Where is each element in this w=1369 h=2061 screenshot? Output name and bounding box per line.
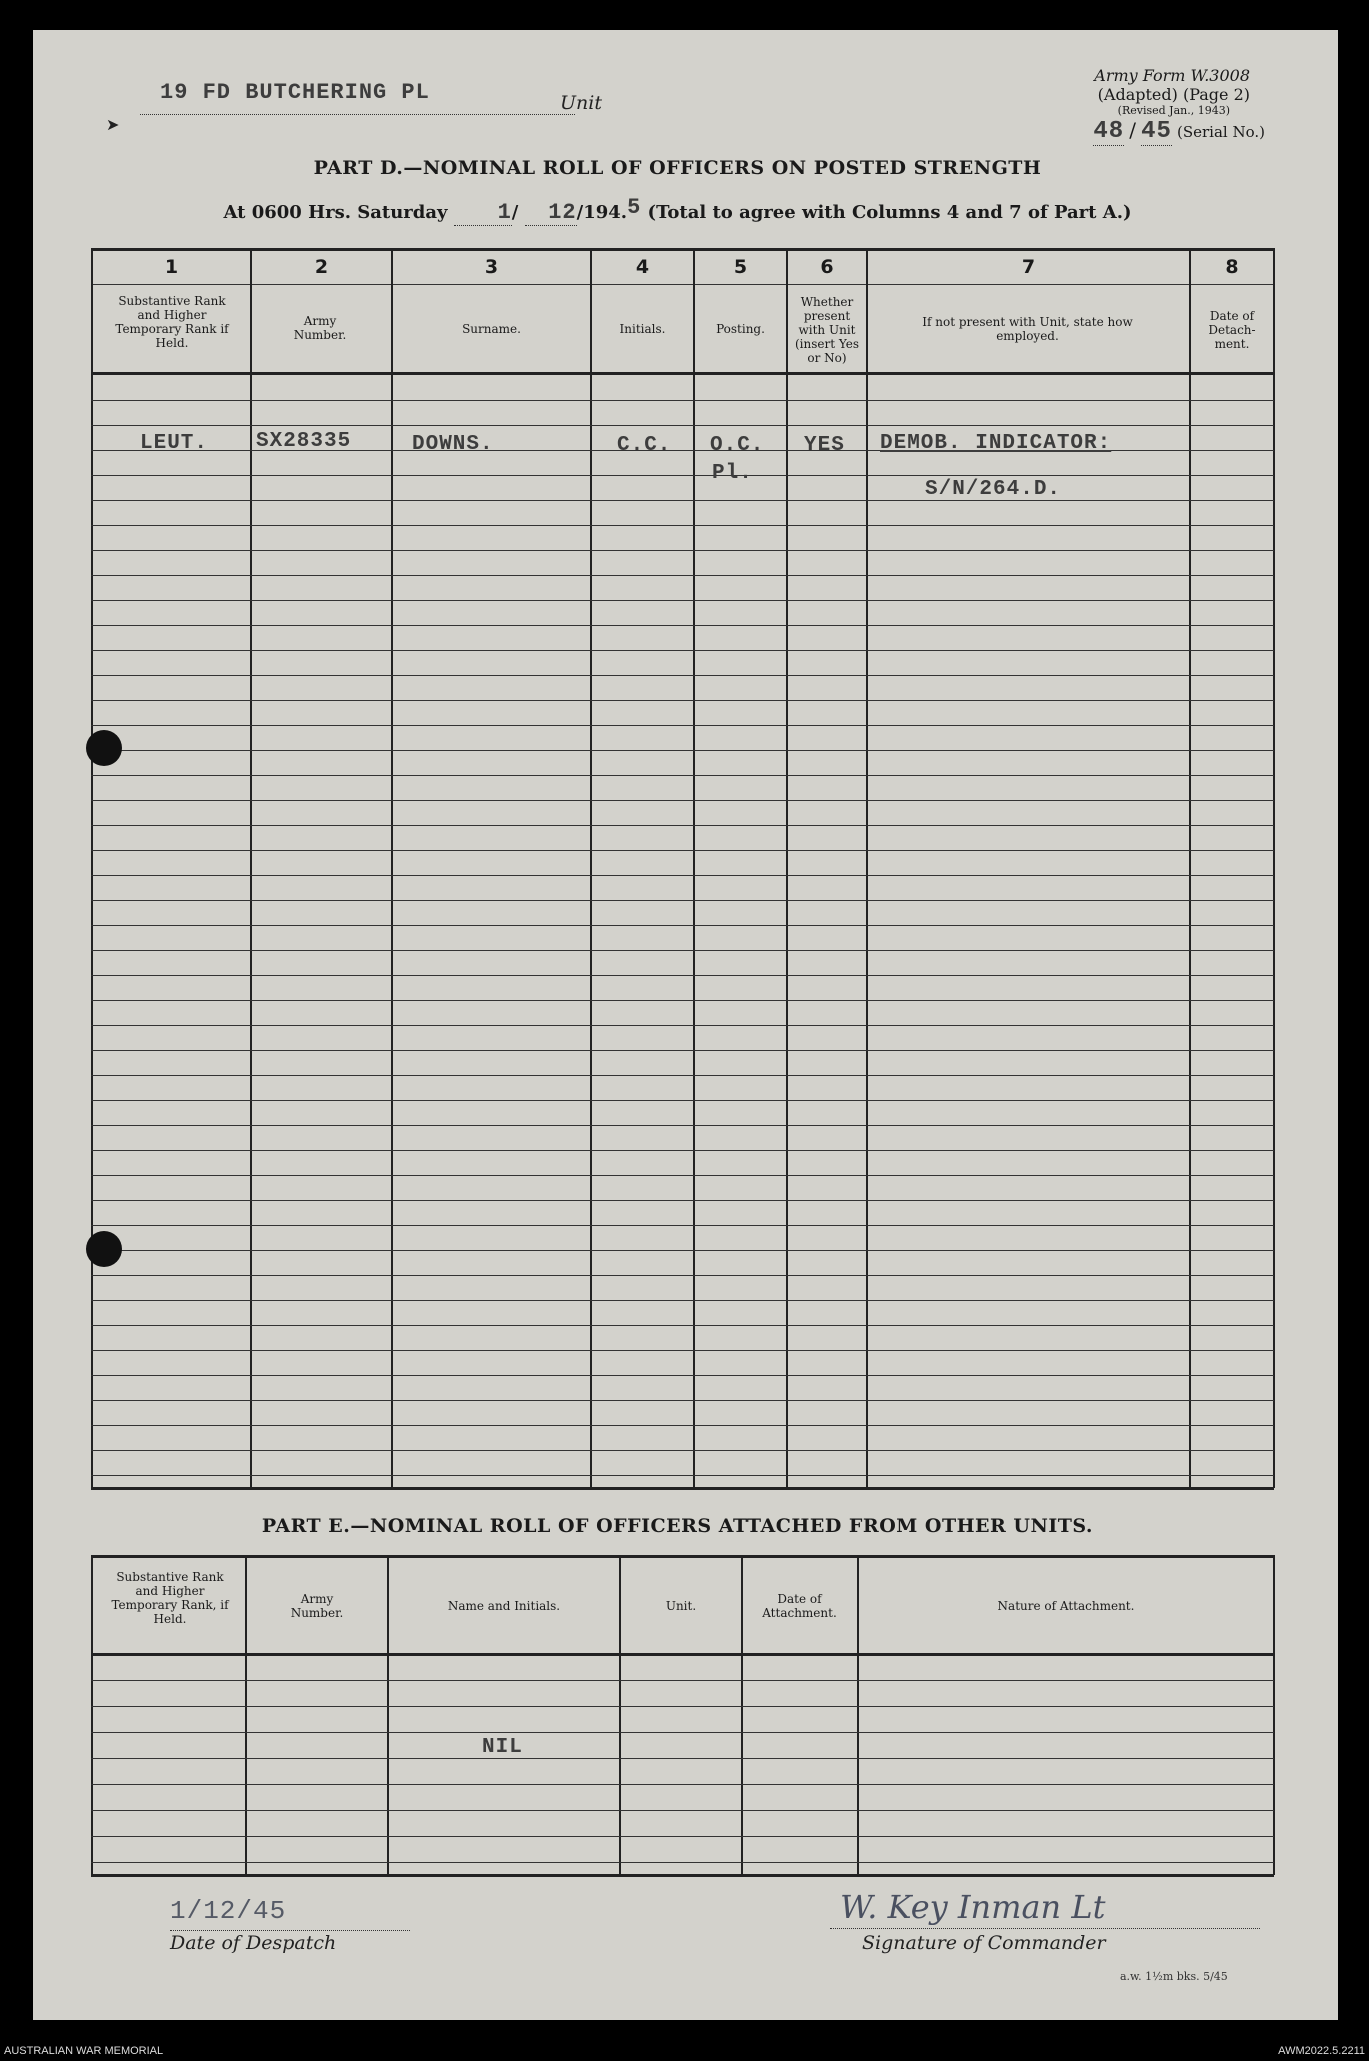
ruled-line	[91, 600, 1274, 601]
serial-number	[1040, 118, 1265, 145]
form-adapted: (Adapted) (Page 2)	[1097, 85, 1250, 104]
ruled-line	[91, 525, 1274, 526]
ruled-line	[91, 1325, 1274, 1326]
ruled-line	[91, 1200, 1274, 1201]
ruled-line	[91, 1175, 1274, 1176]
ruled-line	[91, 1680, 1274, 1681]
col-header-surname: Surname.	[462, 322, 521, 336]
col-header-posting: Posting.	[716, 322, 765, 336]
ruled-line	[91, 1300, 1274, 1301]
ruled-line	[91, 1075, 1274, 1076]
ruled-line	[91, 475, 1274, 476]
date-year-digit: 5	[627, 195, 642, 220]
ruled-line	[91, 1784, 1274, 1785]
date-suffix: (Total to agree with Columns 4 and 7 of Part A.)	[647, 202, 1132, 223]
ruled-line	[91, 650, 1274, 651]
margin-arrow-icon: ➤	[106, 115, 120, 134]
serial-label: (Serial No.)	[1177, 123, 1265, 141]
col-num-3: 3	[484, 256, 499, 278]
entry-army-number: SX28335	[256, 430, 352, 453]
ruled-line	[91, 1836, 1274, 1837]
punch-hole-top	[86, 730, 122, 766]
ruled-line	[91, 500, 1274, 501]
col-header-employed: If not present with Unit, state how employed.	[922, 315, 1133, 343]
ruled-line	[91, 950, 1274, 951]
ruled-line	[91, 1350, 1274, 1351]
entry-rank: LEUT.	[140, 432, 209, 455]
col-header-rank: Substantive Rank and Higher Temporary Rank if Held.	[115, 294, 229, 350]
date-year-prefix: /194.	[576, 202, 628, 223]
ruled-line	[91, 975, 1274, 976]
date-prefix: At 0600 Hrs. Saturday	[223, 202, 448, 223]
ruled-line	[91, 550, 1274, 551]
e-header-unit: Unit.	[665, 1599, 697, 1613]
form-reference	[1040, 66, 1250, 117]
ruled-line	[91, 750, 1274, 751]
ruled-line	[91, 875, 1274, 876]
ruled-line	[91, 625, 1274, 626]
punch-hole-bottom	[86, 1231, 122, 1267]
ruled-line	[91, 1475, 1274, 1476]
col-num-6: 6	[820, 256, 834, 278]
col-header-army-number: Army Number.	[293, 314, 347, 342]
unit-label: Unit	[560, 92, 602, 114]
ruled-line	[91, 1125, 1274, 1126]
e-header-name-initials: Name and Initials.	[447, 1599, 561, 1613]
ruled-line	[91, 850, 1274, 851]
ruled-line	[91, 1250, 1274, 1251]
entry-posting-line1: O.C.	[710, 434, 765, 457]
part-e-title: PART E.—NOMINAL ROLL OF OFFICERS ATTACHED FROM OTHER UNITS.	[261, 1515, 1094, 1537]
col-num-4: 4	[635, 256, 650, 278]
ruled-line	[91, 1732, 1274, 1733]
entry-present: YES	[804, 434, 845, 457]
ruled-line	[91, 1862, 1274, 1863]
ruled-line	[91, 1100, 1274, 1101]
commander-signature: W. Key Inman Lt	[830, 1888, 1260, 1929]
ruled-line	[91, 1275, 1274, 1276]
ruled-line	[91, 1000, 1274, 1001]
ruled-line	[91, 900, 1274, 901]
date-month: 12	[525, 200, 577, 226]
e-header-army-number: Army Number.	[290, 1592, 344, 1620]
ruled-line	[91, 1810, 1274, 1811]
ruled-line	[91, 725, 1274, 726]
entry-initials: C.C.	[617, 434, 672, 457]
serial-b: 45	[1141, 118, 1172, 145]
ruled-line	[91, 700, 1274, 701]
entry-employed-line2: S/N/264.D.	[925, 478, 1062, 501]
part-d-title: PART D.—NOMINAL ROLL OF OFFICERS ON POSTED STRENGTH	[313, 157, 1042, 179]
ruled-line	[91, 1025, 1274, 1026]
ruled-line	[91, 925, 1274, 926]
ruled-line	[91, 1050, 1274, 1051]
printer-note: a.w. 1½m bks. 5/45	[1120, 1970, 1228, 1983]
entry-employed-line1: DEMOB. INDICATOR:	[880, 432, 1112, 455]
part-e-nil-entry: NIL	[482, 1736, 523, 1759]
date-separator: /	[511, 202, 519, 223]
e-header-attach-date: Date of Attachment.	[762, 1592, 837, 1620]
form-number: Army Form W.3008	[1094, 66, 1250, 85]
ruled-line	[91, 675, 1274, 676]
col-header-initials: Initials.	[619, 322, 666, 336]
signature-label: Signature of Commander	[862, 1932, 1106, 1954]
e-header-nature: Nature of Attachment.	[997, 1599, 1135, 1613]
ruled-line	[91, 1225, 1274, 1226]
entry-surname: DOWNS.	[412, 433, 494, 456]
serial-a: 48	[1093, 118, 1125, 145]
entry-posting-line2: Pl.	[712, 462, 753, 485]
ruled-line	[91, 1425, 1274, 1426]
ruled-line	[91, 425, 1274, 426]
ruled-line	[91, 825, 1274, 826]
ruled-line	[91, 1375, 1274, 1376]
despatch-date-value: 1/12/45	[170, 1896, 410, 1931]
col-num-5: 5	[733, 256, 748, 278]
ruled-line	[91, 1758, 1274, 1759]
e-header-rank: Substantive Rank and Higher Temporary Rank, if Held.	[111, 1570, 229, 1626]
col-num-7: 7	[1021, 256, 1036, 278]
despatch-date-label: Date of Despatch	[170, 1932, 337, 1954]
ruled-line	[91, 1150, 1274, 1151]
serial-separator: /	[1129, 118, 1136, 142]
ruled-line	[91, 400, 1274, 401]
col-header-detachment: Date of Detach-ment.	[1208, 309, 1256, 351]
date-day: 1	[454, 200, 512, 226]
ruled-line	[91, 800, 1274, 801]
ruled-line	[91, 1400, 1274, 1401]
col-num-1: 1	[164, 256, 179, 278]
archive-reference: AWM2022.5.2211	[1278, 2045, 1365, 2057]
unit-value: 19 FD BUTCHERING PL	[140, 80, 575, 115]
ruled-line	[91, 1706, 1274, 1707]
ruled-line	[91, 1450, 1274, 1451]
ruled-line	[91, 775, 1274, 776]
col-header-present: Whether present with Unit (insert Yes or No)	[794, 295, 860, 365]
part-d-date-line	[90, 195, 1265, 226]
form-revised: (Revised Jan., 1943)	[1117, 104, 1230, 117]
archive-credit: AUSTRALIAN WAR MEMORIAL	[4, 2045, 164, 2057]
col-num-2: 2	[314, 256, 329, 278]
col-num-8: 8	[1225, 256, 1239, 278]
ruled-line	[91, 575, 1274, 576]
